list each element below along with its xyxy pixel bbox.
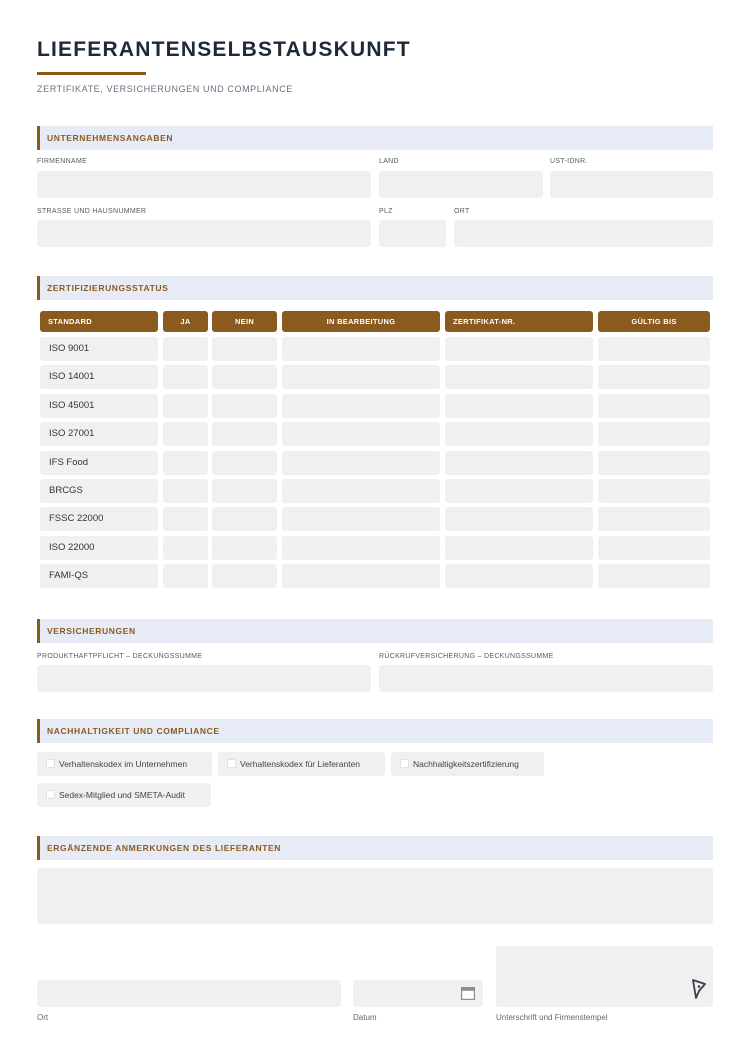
cert-cell-zertifikat-nr[interactable]: [445, 365, 593, 389]
cert-cell-ja[interactable]: [163, 507, 208, 531]
cert-cell-zertifikat-nr[interactable]: [445, 451, 593, 475]
cert-cell-ja[interactable]: [163, 365, 208, 389]
checkbox-box[interactable]: [46, 759, 55, 768]
cert-cell-nein[interactable]: [212, 365, 277, 389]
signature-field[interactable]: [496, 946, 713, 1007]
cert-cell-in-bearbeitung[interactable]: [282, 451, 440, 475]
label-land: LAND: [379, 158, 399, 165]
cert-cell-ja[interactable]: [163, 422, 208, 446]
label-signature-datum: Datum: [353, 1013, 377, 1022]
cert-cell-in-bearbeitung[interactable]: [282, 394, 440, 418]
produkthaftpflicht-input[interactable]: [37, 665, 371, 692]
firmenname-input[interactable]: [37, 171, 371, 198]
checkbox-option-nachhaltigkeitszertifizierung[interactable]: [391, 752, 544, 776]
cert-row-standard: BRCGS: [40, 479, 158, 503]
cert-cell-nein[interactable]: [212, 451, 277, 475]
th-gueltig-bis: GÜLTIG BIS: [598, 311, 710, 332]
cert-cell-ja[interactable]: [163, 451, 208, 475]
cert-cell-gueltig-bis[interactable]: [598, 394, 710, 418]
th-in-bearbeitung: IN BEARBEITUNG: [282, 311, 440, 332]
checkbox-box[interactable]: [227, 759, 236, 768]
ustid-input[interactable]: [550, 171, 713, 198]
section-title-sustainability: NACHHALTIGKEIT UND COMPLIANCE: [47, 726, 220, 736]
cert-row-standard: ISO 22000: [40, 536, 158, 560]
section-header-insurance: [37, 619, 713, 643]
cert-cell-gueltig-bis[interactable]: [598, 479, 710, 503]
section-header-remarks: [37, 836, 713, 860]
label-signature-unterschrift: Unterschrift und Firmenstempel: [496, 1013, 608, 1022]
label-strasse: STRASSE UND HAUSNUMMER: [37, 208, 147, 215]
cert-cell-gueltig-bis[interactable]: [598, 422, 710, 446]
ort-signature-input[interactable]: [37, 980, 341, 1007]
label-plz: PLZ: [379, 208, 393, 215]
label-signature-ort: Ort: [37, 1013, 49, 1022]
section-header-company: [37, 126, 713, 150]
checkbox-option-verhaltenskodex-unternehmen[interactable]: [37, 752, 212, 776]
th-standard: STANDARD: [40, 311, 158, 332]
plz-input[interactable]: [379, 220, 446, 247]
section-title-insurance: VERSICHERUNGEN: [47, 626, 136, 636]
cert-cell-gueltig-bis[interactable]: [598, 507, 710, 531]
section-header-sustainability: [37, 719, 713, 743]
section-title-certification: ZERTIFIZIERUNGSSTATUS: [47, 283, 169, 293]
cert-cell-in-bearbeitung[interactable]: [282, 422, 440, 446]
cert-cell-nein[interactable]: [212, 536, 277, 560]
cert-row-standard: ISO 45001: [40, 394, 158, 418]
cert-cell-in-bearbeitung[interactable]: [282, 507, 440, 531]
label-rueckrufversicherung: RÜCKRUFVERSICHERUNG – DECKUNGSSUMME: [379, 653, 554, 660]
rueckrufversicherung-input[interactable]: [379, 665, 713, 692]
cert-cell-gueltig-bis[interactable]: [598, 536, 710, 560]
cert-cell-zertifikat-nr[interactable]: [445, 507, 593, 531]
cert-cell-ja[interactable]: [163, 394, 208, 418]
cert-cell-nein[interactable]: [212, 422, 277, 446]
pen-nib-icon: [691, 978, 707, 1000]
cert-cell-in-bearbeitung[interactable]: [282, 479, 440, 503]
cert-cell-nein[interactable]: [212, 337, 277, 361]
cert-cell-zertifikat-nr[interactable]: [445, 536, 593, 560]
checkbox-box[interactable]: [400, 759, 409, 768]
cert-cell-zertifikat-nr[interactable]: [445, 422, 593, 446]
cert-cell-gueltig-bis[interactable]: [598, 337, 710, 361]
strasse-input[interactable]: [37, 220, 371, 247]
cert-row-standard: ISO 27001: [40, 422, 158, 446]
page-subtitle: ZERTIFIKATE, VERSICHERUNGEN UND COMPLIANCE: [37, 84, 293, 94]
page-title: LIEFERANTENSELBSTAUSKUNFT: [37, 38, 411, 61]
label-ustid: UST-IDNR.: [550, 158, 588, 165]
checkbox-label: Verhaltenskodex im Unternehmen: [59, 759, 188, 769]
cert-cell-nein[interactable]: [212, 479, 277, 503]
cert-row-standard: ISO 14001: [40, 365, 158, 389]
cert-cell-in-bearbeitung[interactable]: [282, 365, 440, 389]
th-zertifikat-nr: ZERTIFIKAT-NR.: [445, 311, 593, 332]
checkbox-label: Nachhaltigkeitszertifizierung: [413, 759, 519, 769]
cert-cell-nein[interactable]: [212, 394, 277, 418]
cert-cell-gueltig-bis[interactable]: [598, 451, 710, 475]
cert-row-standard: FAMI-QS: [40, 564, 158, 588]
datum-input[interactable]: [353, 980, 483, 1007]
cert-row-standard: ISO 9001: [40, 337, 158, 361]
calendar-icon[interactable]: [461, 987, 475, 1000]
remarks-textarea[interactable]: [37, 868, 713, 924]
cert-cell-in-bearbeitung[interactable]: [282, 536, 440, 560]
th-nein: NEIN: [212, 311, 277, 332]
cert-cell-ja[interactable]: [163, 564, 208, 588]
section-title-remarks: ERGÄNZENDE ANMERKUNGEN DES LIEFERANTEN: [47, 843, 282, 853]
checkbox-label: Sedex-Mitglied und SMETA-Audit: [59, 790, 185, 800]
label-ort: ORT: [454, 208, 470, 215]
cert-cell-gueltig-bis[interactable]: [598, 365, 710, 389]
cert-cell-nein[interactable]: [212, 507, 277, 531]
th-ja: JA: [163, 311, 208, 332]
checkbox-label: Verhaltenskodex für Lieferanten: [240, 759, 361, 769]
label-firmenname: FIRMENNAME: [37, 158, 88, 165]
cert-cell-ja[interactable]: [163, 536, 208, 560]
ort-input[interactable]: [454, 220, 713, 247]
cert-row-standard: FSSC 22000: [40, 507, 158, 531]
cert-cell-in-bearbeitung[interactable]: [282, 564, 440, 588]
cert-cell-nein[interactable]: [212, 564, 277, 588]
checkbox-box[interactable]: [46, 790, 55, 799]
checkbox-option-verhaltenskodex-lieferanten[interactable]: [218, 752, 385, 776]
section-header-certification: [37, 276, 713, 300]
cert-cell-gueltig-bis[interactable]: [598, 564, 710, 588]
cert-row-standard: IFS Food: [40, 451, 158, 475]
cert-cell-zertifikat-nr[interactable]: [445, 564, 593, 588]
land-input[interactable]: [379, 171, 543, 198]
cert-cell-zertifikat-nr[interactable]: [445, 479, 593, 503]
cert-cell-zertifikat-nr[interactable]: [445, 337, 593, 361]
section-title-company: UNTERNEHMENSANGABEN: [47, 133, 174, 143]
checkbox-option-sedex-smeta[interactable]: [37, 783, 211, 807]
cert-cell-zertifikat-nr[interactable]: [445, 394, 593, 418]
cert-cell-ja[interactable]: [163, 337, 208, 361]
cert-cell-ja[interactable]: [163, 479, 208, 503]
label-produkthaftpflicht: PRODUKTHAFTPFLICHT – DECKUNGSSUMME: [37, 653, 203, 660]
title-underline: [37, 72, 146, 75]
cert-cell-in-bearbeitung[interactable]: [282, 337, 440, 361]
